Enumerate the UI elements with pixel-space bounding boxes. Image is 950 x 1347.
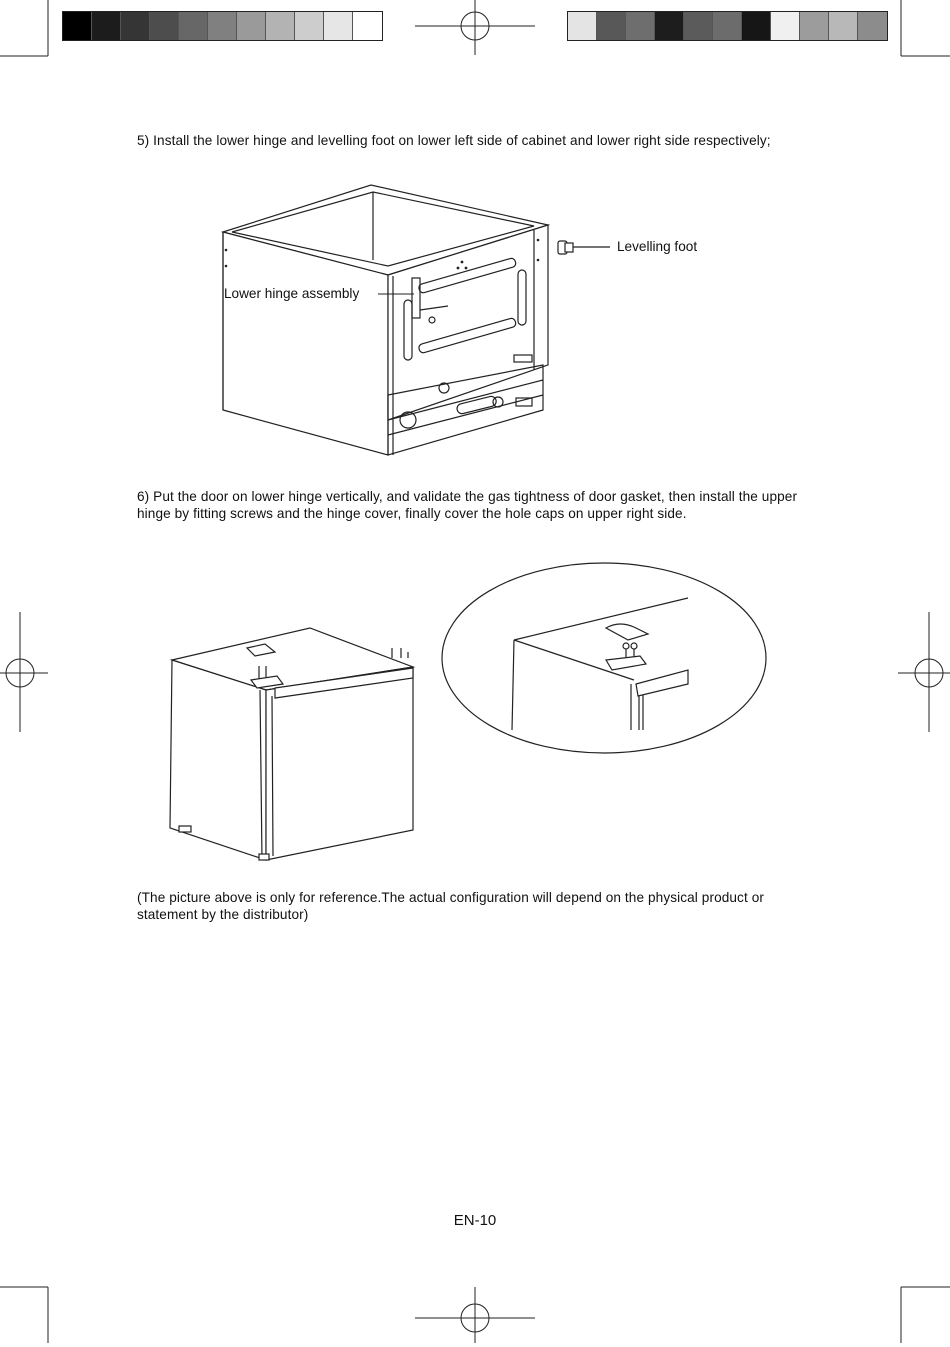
label-lower-hinge-assembly: Lower hinge assembly [224,286,360,301]
door-upper-hinge-illustration [165,620,425,880]
registration-mark-right-icon [898,612,950,732]
registration-mark-bottom-icon [415,1287,535,1347]
levelling-foot-icon [556,238,616,258]
registration-mark-top-icon [415,0,535,60]
registration-mark-left-icon [0,612,60,732]
hinge-detail-zoom-illustration [440,560,770,760]
reference-note: (The picture above is only for reference.The actual configuration will depend on the physical product or statement by the distributor) [137,890,764,922]
cabinet-lower-hinge-illustration [218,180,548,460]
page-number: EN-10 [453,1212,497,1229]
lower-hinge-leader-line [378,290,418,300]
label-levelling-foot: Levelling foot [617,239,698,254]
step5-instruction: 5) Install the lower hinge and levelling foot on lower left side of cabinet and lower right side respectively; [137,133,771,148]
step6-instruction: 6) Put the door on lower hinge vertically, and validate the gas tightness of door gasket, then install the upper hinge by fitting screws and the hinge cover, finally cover the hole caps on upper right side. [137,489,798,521]
